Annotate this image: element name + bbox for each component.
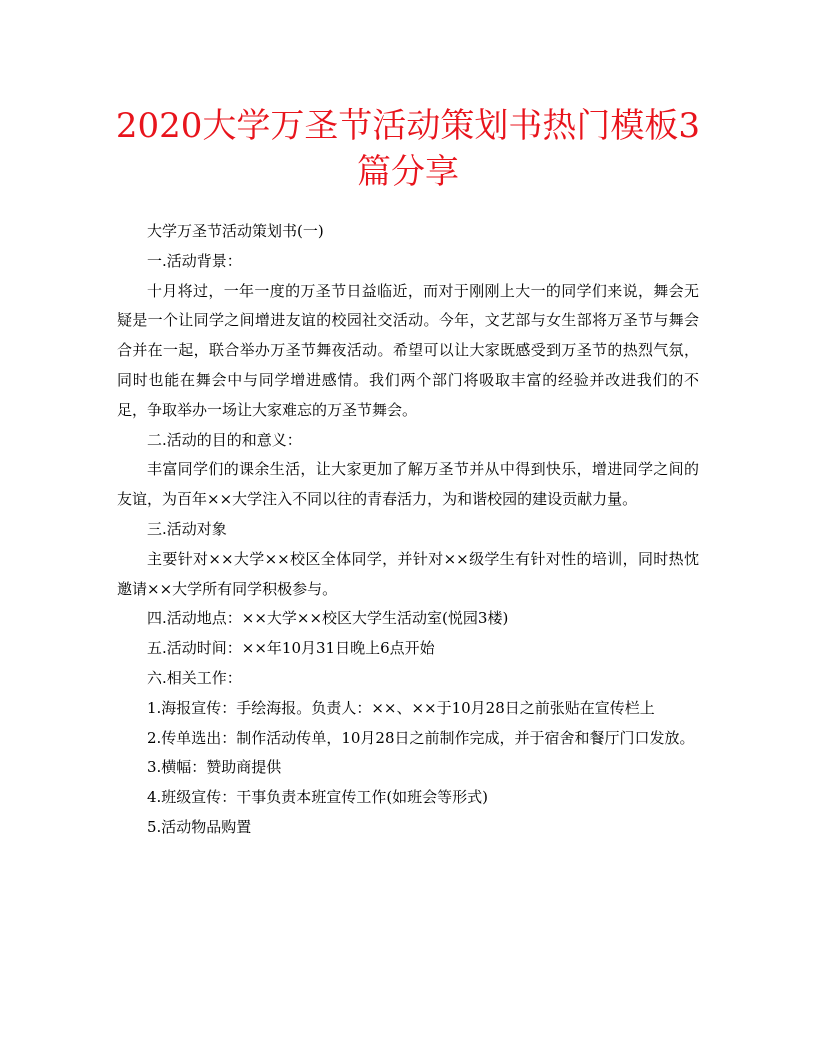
- body-paragraph: 四.活动地点：××大学××校区大学生活动室(悦园3楼): [147, 609, 509, 628]
- body-paragraph: 主要针对××大学××校区全体同学，并针对××级学生有针对性的培训，同时热忱邀请××大学所有同学积极参与。: [117, 549, 699, 598]
- body-paragraph: 丰富同学们的课余生活，让大家更加了解万圣节并从中得到快乐，增进同学之间的友谊，为百年××大学注入不同以往的青春活力，为和谐校园的建设贡献力量。: [117, 460, 699, 509]
- list-item: 1.海报宣传：手绘海报。负责人：××、××于10月28日之前张贴在宣传栏上: [147, 698, 655, 717]
- document-title: [60, 103, 756, 195]
- section-heading: 三.活动对象: [147, 519, 227, 538]
- list-item: 4.班级宣传：干事负责本班宣传工作(如班会等形式): [147, 788, 489, 807]
- title-line-1: 2020大学万圣节活动策划书热门模板3: [115, 106, 701, 146]
- list-item: 5.活动物品购置: [147, 817, 252, 836]
- section-heading: 六.相关工作：: [147, 668, 242, 687]
- section-heading: 二.活动的目的和意义：: [147, 430, 302, 449]
- body-paragraph: 五.活动时间：××年10月31日晚上6点开始: [147, 639, 435, 658]
- section-heading: 大学万圣节活动策划书(一): [147, 222, 324, 240]
- list-item: 3.横幅：赞助商提供: [147, 758, 282, 777]
- list-item: 2.传单选出：制作活动传单，10月28日之前制作完成，并于宿舍和餐厅门口发放。: [147, 728, 695, 747]
- body-paragraph: 十月将过，一年一度的万圣节日益临近，而对于刚刚上大一的同学们来说，舞会无疑是一个让同学之间增进友谊的校园社交活动。今年，文艺部与女生部将万圣节与舞会合并在一起，联合举办万圣节舞夜活动。希望可以让大家既感受到万圣节的热烈气氛，同时也能在舞会中与同学增进感情。我们两个部门将吸取丰富的经验并改进我们的不足，争取举办一场让大家难忘的万圣节舞会。: [117, 281, 699, 419]
- document-body: [117, 217, 699, 843]
- title-line-2: 篇分享: [357, 152, 459, 192]
- section-heading: 一.活动背景：: [147, 251, 242, 270]
